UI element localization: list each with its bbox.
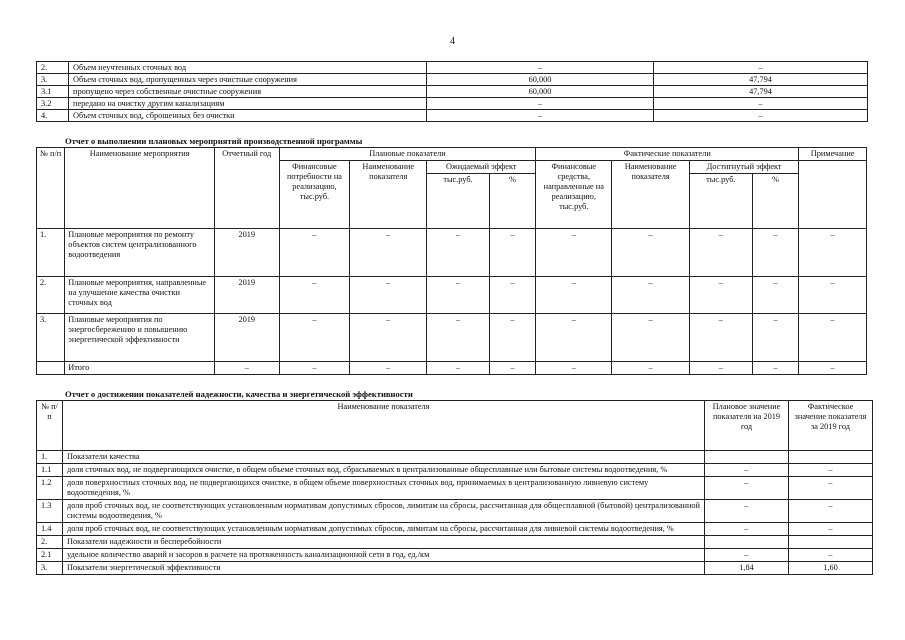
table-row <box>37 277 867 314</box>
indicator-name: удельное количество аварий и засоров в расчете на протяженность канализационной сети в год, ед./км <box>63 549 705 562</box>
table-row <box>37 562 873 575</box>
table-row <box>37 110 868 122</box>
indicator-name: Показатели энергетической эффективности <box>63 562 705 575</box>
header-fact-indicator: Наименование показателя <box>612 161 690 229</box>
table-row <box>37 536 873 549</box>
row-number: 3.2 <box>37 98 69 110</box>
plan-value: – <box>427 98 654 110</box>
row-number: 1.2 <box>37 477 63 500</box>
header-indicator-name: Наименование показателя <box>63 401 705 451</box>
table-row <box>37 98 868 110</box>
header-year: Отчетный год <box>214 148 279 229</box>
row-number: 3. <box>37 74 69 86</box>
value-cell: – <box>612 229 690 277</box>
value-cell: – <box>690 229 753 277</box>
row-number: 2. <box>37 62 69 74</box>
value-cell: – <box>427 362 490 375</box>
row-name: Объем сточных вод, пропущенных через очистные сооружения <box>69 74 427 86</box>
header-plan-rub: тыс.руб. <box>427 174 490 229</box>
plan-value: 1,84 <box>705 562 789 575</box>
row-number: 2. <box>37 536 63 549</box>
header-plan: Плановые показатели <box>279 148 536 161</box>
plan-value: – <box>705 549 789 562</box>
header-num: № п/п <box>37 401 63 451</box>
value-cell: – <box>536 314 612 362</box>
value-cell: – <box>279 277 350 314</box>
table-row <box>37 549 873 562</box>
fact-value: – <box>789 464 873 477</box>
total-number <box>37 362 65 375</box>
value-cell: – <box>612 362 690 375</box>
value-cell: – <box>752 229 799 277</box>
header-plan-finance: Финансовые потребности на реализацию, тыс.руб. <box>279 161 350 229</box>
fact-value <box>789 451 873 464</box>
total-row <box>37 362 867 375</box>
table-row <box>37 500 873 523</box>
header-fact-value: Фактическое значение показателя за 2019 год <box>789 401 873 451</box>
plan-value: – <box>705 477 789 500</box>
fact-value: – <box>654 110 868 122</box>
fact-value: – <box>789 549 873 562</box>
table-row <box>37 464 873 477</box>
indicator-name: доля проб сточных вод, не соответствующих установленным нормативам допустимых сбросов, лимитам на сбросы, рассчитанная для ливневой системы водоотведения, % <box>63 523 705 536</box>
row-name: пропущено через собственные очистные сооружения <box>69 86 427 98</box>
row-number: 1. <box>37 451 63 464</box>
value-cell: – <box>690 277 753 314</box>
header-num: № п/п <box>37 148 65 229</box>
value-cell: – <box>489 277 536 314</box>
fact-value: – <box>789 500 873 523</box>
row-name: передано на очистку другим канализациям <box>69 98 427 110</box>
row-number: 2.1 <box>37 549 63 562</box>
value-cell: – <box>752 314 799 362</box>
header-note-blank <box>799 161 867 229</box>
section-title-measures: Отчет о выполнении плановых мероприятий производственной программы <box>65 136 363 146</box>
value-cell: – <box>799 362 867 375</box>
report-year: 2019 <box>214 314 279 362</box>
page-number: 4 <box>450 36 455 47</box>
plan-value: – <box>427 62 654 74</box>
report-year: 2019 <box>214 277 279 314</box>
header-plan-pct: % <box>489 174 536 229</box>
indicator-name: доля проб сточных вод, не соответствующих установленным нормативам допустимых сбросов, лимитам на сбросы, рассчитанная для общесплавной (бытовой) централизованной системы водоотведения, % <box>63 500 705 523</box>
report-year: 2019 <box>214 229 279 277</box>
value-cell: – <box>427 229 490 277</box>
value-cell: – <box>214 362 279 375</box>
table-row <box>37 451 873 464</box>
value-cell: – <box>799 314 867 362</box>
plan-value: 60,000 <box>427 74 654 86</box>
plan-value: – <box>705 500 789 523</box>
fact-value <box>789 536 873 549</box>
value-cell: – <box>536 229 612 277</box>
header-plan-indicator: Наименование показателя <box>350 161 427 229</box>
value-cell: – <box>350 362 427 375</box>
value-cell: – <box>690 362 753 375</box>
row-number: 1.1 <box>37 464 63 477</box>
value-cell: – <box>612 314 690 362</box>
value-cell: – <box>279 362 350 375</box>
value-cell: – <box>350 277 427 314</box>
fact-value: 1,60 <box>789 562 873 575</box>
value-cell: – <box>799 229 867 277</box>
value-cell: – <box>612 277 690 314</box>
measure-name: Плановые мероприятия, направленные на улучшение качества очистки сточных вод <box>65 277 215 314</box>
row-name: Объем сточных вод, сброшенных без очистки <box>69 110 427 122</box>
value-cell: – <box>489 362 536 375</box>
header-fact-finance: Финансовые средства, направленные на реализацию, тыс.руб. <box>536 161 612 229</box>
value-cell: – <box>427 314 490 362</box>
header-fact-effect: Достигнутый эффект <box>690 161 799 174</box>
row-number: 2. <box>37 277 65 314</box>
header-plan-value: Плановое значение показателя на 2019 год <box>705 401 789 451</box>
indicators-table <box>36 400 873 575</box>
value-cell: – <box>799 277 867 314</box>
section-title-indicators: Отчет о достижении показателей надежности, качества и энергетической эффективности <box>65 389 413 399</box>
value-cell: – <box>690 314 753 362</box>
indicator-name: Показатели качества <box>63 451 705 464</box>
row-number: 1.3 <box>37 500 63 523</box>
row-number: 1. <box>37 229 65 277</box>
measure-name: Плановые мероприятия по ремонту объектов систем централизованного водоотведения <box>65 229 215 277</box>
value-cell: – <box>350 314 427 362</box>
table-row <box>37 477 873 500</box>
value-cell: – <box>489 314 536 362</box>
header-measure-name: Наименование мероприятия <box>65 148 215 229</box>
plan-value <box>705 451 789 464</box>
value-cell: – <box>427 277 490 314</box>
table-row <box>37 523 873 536</box>
value-cell: – <box>752 277 799 314</box>
plan-value: – <box>705 523 789 536</box>
table-row <box>37 229 867 277</box>
header-fact: Фактические показатели <box>536 148 799 161</box>
header-fact-rub: тыс.руб. <box>690 174 753 229</box>
fact-value: 47,794 <box>654 86 868 98</box>
value-cell: – <box>279 229 350 277</box>
fact-value: 47,794 <box>654 74 868 86</box>
row-number: 3. <box>37 314 65 362</box>
header-fact-pct: % <box>752 174 799 229</box>
row-number: 3.1 <box>37 86 69 98</box>
row-number: 3. <box>37 562 63 575</box>
plan-value: – <box>427 110 654 122</box>
measure-name: Плановые мероприятия по энергосбережению и повышению энергетической эффективности <box>65 314 215 362</box>
value-cell: – <box>752 362 799 375</box>
value-cell: – <box>350 229 427 277</box>
fact-value: – <box>654 98 868 110</box>
fact-value: – <box>654 62 868 74</box>
indicator-name: Показатели надежности и бесперебойности <box>63 536 705 549</box>
table-row <box>37 62 868 74</box>
total-label: Итого <box>65 362 215 375</box>
value-cell: – <box>536 362 612 375</box>
table-row <box>37 314 867 362</box>
row-number: 1.4 <box>37 523 63 536</box>
header-note: Примечание <box>799 148 867 161</box>
wastewater-volume-table <box>36 61 868 122</box>
header-plan-effect: Ожидаемый эффект <box>427 161 536 174</box>
plan-value <box>705 536 789 549</box>
value-cell: – <box>279 314 350 362</box>
value-cell: – <box>489 229 536 277</box>
indicator-name: доля поверхностных сточных вод, не подвергающихся очистке, в общем объеме поверхностных сточных вод, принимаемых в централизованную ливневую систему водоотведения, % <box>63 477 705 500</box>
indicator-name: доля сточных вод, не подвергающихся очистке, в общем объеме сточных вод, сбрасываемых в централизованные общесплавные или бытовые системы водоотведения, % <box>63 464 705 477</box>
plan-value: – <box>705 464 789 477</box>
table-row <box>37 86 868 98</box>
fact-value: – <box>789 523 873 536</box>
table-row <box>37 74 868 86</box>
row-name: Объем неучтенных сточных вод <box>69 62 427 74</box>
measures-table <box>36 147 867 375</box>
plan-value: 60,000 <box>427 86 654 98</box>
value-cell: – <box>536 277 612 314</box>
row-number: 4. <box>37 110 69 122</box>
fact-value: – <box>789 477 873 500</box>
